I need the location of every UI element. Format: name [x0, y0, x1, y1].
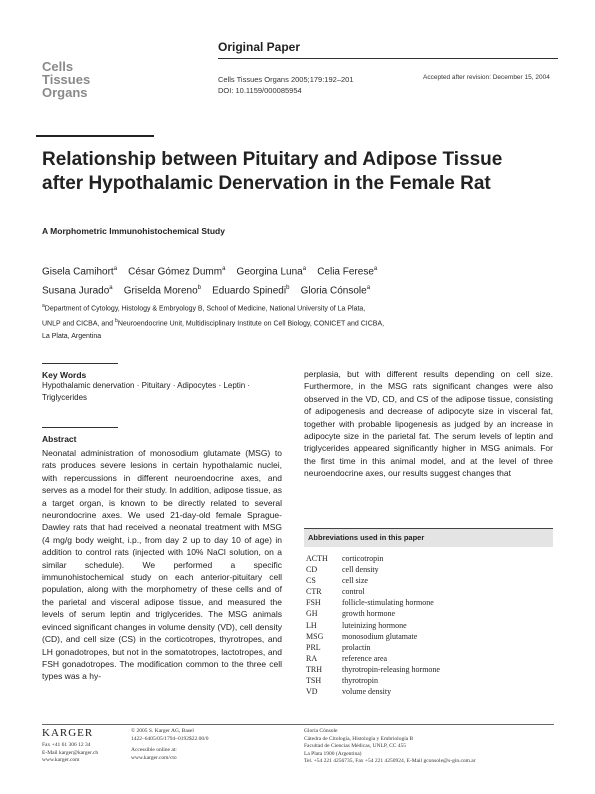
- keywords-rule: [42, 363, 118, 364]
- doi: DOI: 10.1159/000085954: [218, 86, 302, 95]
- journal-reference: Cells Tissues Organs 2005;179:192–201: [218, 75, 354, 84]
- author-affiliation-mark: a: [302, 266, 307, 272]
- paper-subtitle: A Morphometric Immunohistochemical Study: [42, 226, 225, 236]
- abbreviation-meaning: prolactin: [342, 642, 371, 652]
- journal-citation: [218, 74, 354, 96]
- access-url[interactable]: www.karger.com/cto: [131, 754, 177, 761]
- abbreviation-meaning: follicle-stimulating hormone: [342, 598, 434, 608]
- abbreviation-term: PRL: [306, 642, 321, 652]
- author-line-1: [42, 261, 562, 280]
- footer-rule: [42, 724, 554, 725]
- abbreviation-row: [306, 620, 440, 631]
- abbreviation-row: [306, 608, 440, 619]
- abstract-text: Neonatal administration of monosodium glutamate (MSG) to rats produces severe lesions in certain hypothalamic nuclei, with repercussions in different neuroendocrine axes, and serves as a model for their study. In addition, adipose tissue, as a target organ, is known to be directly related to several neurondocrine axes. We used 21-day-old female Sprague-Dawley rats that had received a neonatal treatment with MSG (4 mg/g body weight, i.p., from day 2 up to day 10 of age) in addition to control rats (injected with 10% NaCl solution, on a similar schedule). We performed a specific immunohistochemical study on each anterior-pituitary cell population, along with the morphometry of these cells and of the parietal and visceral adipose tissue, and measured the levels of serum leptin and triglycerides. The MSG animals evinced significant changes in volume density (VD), cell density (CD), and cell size (CS) in the corticotropes, thyrotropes, and LH gonadotropes, but not in the somatotropes, lactotropes, and FSH gonadotropes. The modification common to the three cell types was a hy-: [42, 448, 282, 682]
- abbreviation-term: CTR: [306, 587, 322, 597]
- contact-tel: Tel. +54 221 4256735, Fax +54 221 4250924, E-Mail gconsole@s-gin.com.ar: [304, 758, 476, 764]
- abbreviation-term: TSH: [306, 676, 322, 686]
- author-line-2: [42, 280, 562, 299]
- abbreviation-term: RA: [306, 653, 318, 663]
- abbreviation-meaning: reference area: [342, 653, 388, 663]
- header-rule: [218, 58, 558, 59]
- logo-line-3: Organs: [42, 85, 88, 100]
- abbreviation-term: CS: [306, 576, 316, 586]
- affiliation-b-cont: La Plata, Argentina: [42, 332, 102, 340]
- affiliation-b: Neuroendocrine Unit, Multidisciplinary Institute on Cell Biology, CONICET and CICBA,: [117, 320, 385, 328]
- abbreviation-term: VD: [306, 687, 318, 697]
- copyright-block: [131, 728, 208, 762]
- author-list: [42, 261, 562, 300]
- abbreviation-meaning: cell density: [342, 565, 379, 575]
- abbreviation-meaning: cell size: [342, 576, 368, 586]
- author: Susana Jurado: [42, 285, 110, 297]
- logo-line-1: Cells: [42, 59, 74, 74]
- publisher-web: www.karger.com: [42, 757, 80, 763]
- affiliation-a-cont: UNLP and CICBA, and: [42, 320, 114, 328]
- abbreviations-list: [306, 553, 440, 697]
- abstract-rule: [42, 427, 118, 428]
- abbreviation-term: ACTH: [306, 554, 328, 563]
- publisher-contact: [42, 742, 98, 765]
- abbreviation-meaning: thyrotropin-releasing hormone: [342, 664, 440, 674]
- contact-dept: Cátedra de Citología, Histología y Embriología B: [304, 735, 414, 742]
- abbreviations-title: Abbreviations used in this paper: [308, 533, 425, 542]
- abbreviation-row: [306, 586, 440, 597]
- journal-logo: [42, 60, 90, 99]
- abbreviation-term: LH: [306, 620, 317, 630]
- author: Eduardo Spinedi: [212, 285, 287, 297]
- abbreviation-row: [306, 564, 440, 575]
- access-label: Accessible online at:: [131, 747, 177, 753]
- abbreviation-term: TRH: [306, 664, 322, 674]
- keywords-heading: Key Words: [42, 370, 87, 380]
- abbreviation-row: [306, 642, 440, 653]
- abbreviation-meaning: luteinizing hormone: [342, 620, 407, 630]
- author: Georgina Luna: [236, 266, 303, 278]
- abbreviation-term: GH: [306, 609, 318, 619]
- contact-name: Gloria Cónsole: [304, 728, 338, 734]
- author: Gloria Cónsole: [300, 285, 367, 297]
- author-affiliation-mark: b: [197, 285, 202, 292]
- abbreviation-meaning: growth hormone: [342, 609, 396, 619]
- contact-city: La Plata 1900 (Argentina): [304, 750, 362, 757]
- author-affiliation-mark: a: [373, 266, 378, 272]
- abbreviation-row: [306, 653, 440, 664]
- keywords-text: Hypothalamic denervation · Pituitary · Adipocytes · Leptin · Triglycerides: [42, 381, 251, 402]
- accepted-date: Accepted after revision: December 15, 2004: [423, 74, 550, 81]
- contact-faculty: Facultad de Ciencias Médicas, UNLP, CC 455: [304, 743, 407, 749]
- author-affiliation-mark: a: [113, 266, 118, 272]
- author: Griselda Moreno: [123, 285, 198, 297]
- abbreviation-row: [306, 631, 440, 642]
- abbreviation-term: CD: [306, 565, 318, 575]
- author: César Gómez Dumm: [128, 266, 223, 278]
- abbreviation-row: [306, 675, 440, 686]
- logo-line-2: Tissues: [42, 72, 91, 87]
- author: Celia Ferese: [317, 266, 374, 278]
- publisher-email: E-Mail karger@karger.ch: [42, 749, 99, 756]
- affiliation-a: Department of Cytology, Histology & Embryology B, School of Medicine, National University of La Plata,: [44, 305, 366, 313]
- abbreviation-meaning: corticotropin: [342, 554, 384, 563]
- correspondence-block: [304, 728, 476, 766]
- abstract-continued: perplasia, but with different results depending on cell size. Furthermore, in the MSG rats significant changes were also observed in the VD, CD, and CS of the adipose tissue, consisting of adipogenesis and decrease of adipocyte size in visceral fat, together with probable lipogenesis as judged by an increase in adipocyte size in the parietal fat. The serum levels of leptin and triglycerides appeared significantly higher in MSG animals. For the first time in this animal model, and at the level of three neuroendocrine axes, our results suggest changes that: [304, 369, 553, 479]
- paper-title: Relationship between Pituitary and Adipose Tissue after Hypothalamic Denervation in the Female Rat: [42, 149, 503, 194]
- abbreviation-row: [306, 575, 440, 586]
- abbreviation-meaning: monosodium glutamate: [342, 631, 418, 641]
- copyright: © 2005 S. Karger AG, Basel: [131, 728, 194, 734]
- affiliation-mark-b: b: [115, 318, 118, 325]
- title-rule: [36, 135, 154, 137]
- abbreviation-meaning: control: [342, 587, 365, 597]
- abstract-heading: Abstract: [42, 434, 77, 444]
- abbreviation-term: MSG: [306, 631, 324, 641]
- author-affiliation-mark: a: [109, 285, 113, 292]
- author-affiliation-mark: b: [286, 285, 290, 292]
- abbreviation-row: [306, 686, 440, 697]
- section-label: Original Paper: [218, 40, 301, 54]
- author-affiliation-mark: a: [366, 285, 371, 292]
- abbreviation-meaning: thyrotropin: [342, 676, 378, 686]
- abbreviation-row: [306, 664, 440, 675]
- author-affiliation-mark: a: [222, 266, 226, 272]
- affiliation-mark-a: a: [42, 303, 45, 309]
- publisher-logo: KARGER: [42, 727, 94, 739]
- author: Gisela Camihort: [42, 266, 114, 278]
- abbreviation-row: [306, 553, 440, 564]
- abbreviation-meaning: volume density: [342, 687, 392, 697]
- affiliations: [42, 300, 472, 343]
- publisher-fax: Fax +41 61 306 12 34: [42, 742, 91, 748]
- issn: 1422–6405/05/1794–0192$22.00/0: [131, 735, 209, 742]
- abbreviation-term: FSH: [306, 598, 321, 608]
- abbreviation-row: [306, 597, 440, 608]
